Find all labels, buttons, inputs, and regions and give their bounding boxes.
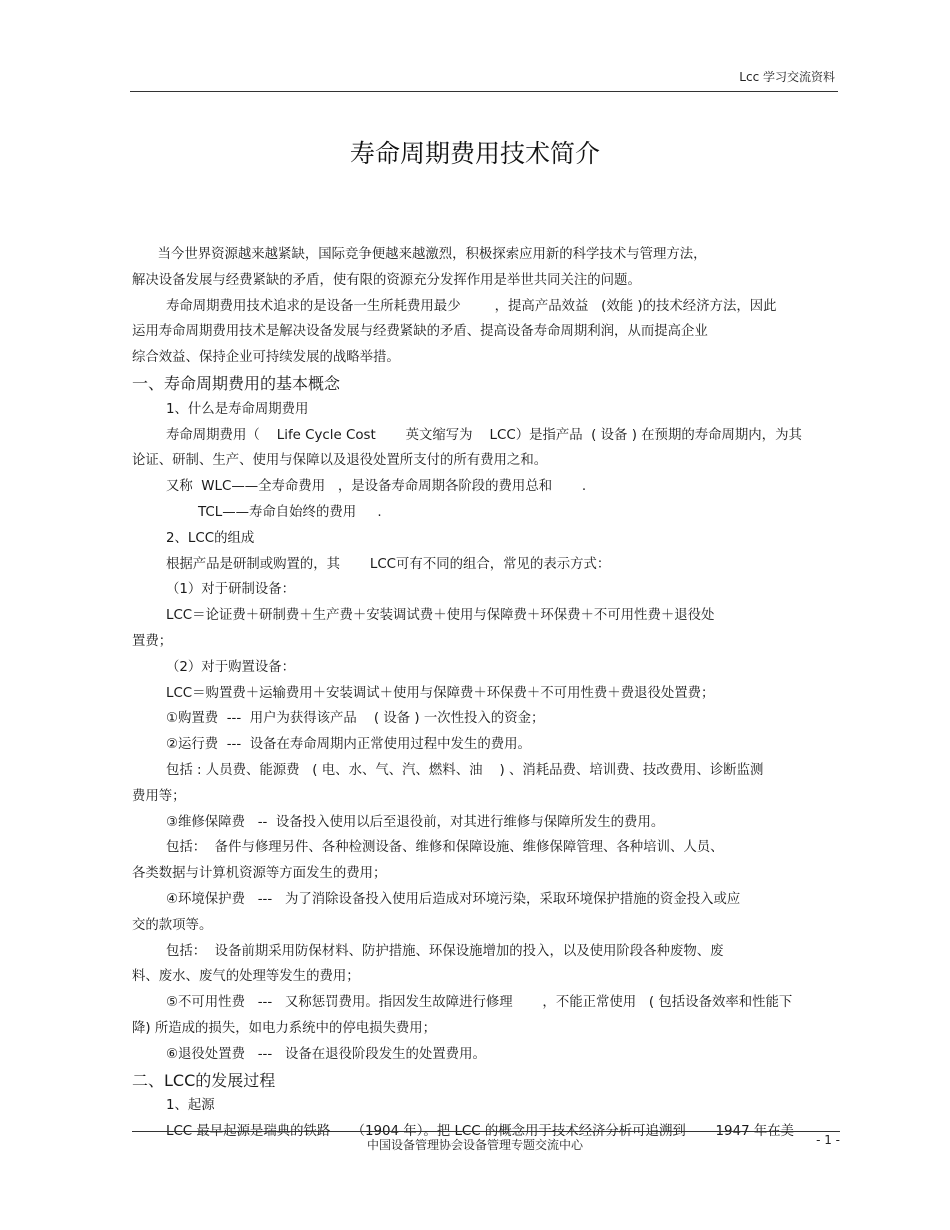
body-line: 交的款项等。	[132, 917, 213, 933]
body-line: TCL——寿命自始终的费用 .	[198, 504, 382, 520]
formula-line: LCC＝论证费＋研制费＋生产费＋安装调试费＋使用与保障费＋环保费＋不可用性费＋退役处	[166, 608, 715, 624]
body-line: 费用等；	[132, 788, 186, 804]
body-line: 置费；	[132, 633, 173, 649]
formula-line: LCC＝购置费＋运输费用＋安装调试＋使用与保障费＋环保费＋不可用性费＋费退役处置费；	[166, 685, 715, 701]
body-line: 寿命周期费用技术追求的是设备一生所耗费用最少 ，提高产品效益 (效能 )的技术经济方法，因此	[166, 298, 777, 314]
body-line: 包括： 设备前期采用防保材料、防护措施、环保设施增加的投入，以及使用阶段各种废物、废	[166, 943, 724, 959]
running-header: Lcc 学习交流资料	[739, 70, 835, 84]
body-line: 综合效益、保持企业可持续发展的战略举措。	[132, 350, 400, 366]
body-line: LCC 最早起源是瑞典的铁路 （1904 年）。把 LCC 的概念用于技术经济分析可追溯到 1947 年在美	[166, 1124, 795, 1140]
header-rule	[130, 91, 838, 92]
subsection-heading: 1、什么是寿命周期费用	[166, 401, 309, 417]
body-line: 包括： 备件与修理另件、各种检测设备、维修和保障设施、维修保障管理、各种培训、人员、	[166, 840, 724, 856]
body-line: 包括 : 人员费、能源费 ( 电、水、气、汽、燃料、油 ) 、消耗品费、培训费、技改费用、诊断监测	[166, 762, 764, 778]
body-line: 当今世界资源越来越紧缺，国际竞争便越来越激烈，积极探索应用新的科学技术与管理方法，	[132, 247, 707, 262]
section-heading: 二、LCC的发展过程	[132, 1070, 276, 1090]
body-line: 论证、研制、生产、使用与保障以及退役处置所支付的所有费用之和。	[132, 453, 548, 469]
running-footer: 中国设备管理协会设备管理专题交流中心	[366, 1138, 583, 1152]
list-item: ③维修保障费 -- 设备投入使用以后至退役前，对其进行维修与保障所发生的费用。	[166, 814, 665, 830]
body-line: 各类数据与计算机资源等方面发生的费用；	[132, 866, 387, 882]
body-line: 根据产品是研制或购置的，其 LCC可有不同的组合，常见的表示方式：	[166, 556, 611, 572]
list-item: ⑥退役处置费 --- 设备在退役阶段发生的处置费用。	[166, 1046, 486, 1062]
body-line: 解决设备发展与经费紧缺的矛盾，使有限的资源充分发挥作用是举世共同关注的问题。	[132, 272, 641, 288]
body-line: 料、废水、废气的处理等发生的费用；	[132, 969, 360, 985]
document-title: 寿命周期费用技术简介	[349, 139, 600, 168]
page-number: - 1 -	[816, 1133, 840, 1147]
body-line: （1）对于研制设备：	[166, 582, 296, 598]
list-item: ②运行费 --- 设备在寿命周期内正常使用过程中发生的费用。	[166, 737, 531, 753]
body-line: 降) 所造成的损失，如电力系统中的停电损失费用；	[132, 1020, 437, 1036]
body-line: 又称 WLC——全寿命费用 ，是设备寿命周期各阶段的费用总和 .	[166, 479, 587, 495]
section-heading: 一、寿命周期费用的基本概念	[132, 373, 341, 393]
list-item: ④环境保护费 --- 为了消除设备投入使用后造成对环境污染，采取环境保护措施的资金投入或应	[166, 891, 741, 907]
document-body	[132, 242, 838, 1145]
body-line: （2）对于购置设备：	[166, 659, 296, 675]
subsection-heading: 1、起源	[166, 1098, 215, 1114]
subsection-heading: 2、LCC的组成	[166, 530, 255, 546]
body-line: 寿命周期费用（ Life Cycle Cost 英文缩写为 LCC）是指产品 ( 设备 ) 在预期的寿命周期内，为其	[166, 427, 802, 443]
list-item: ①购置费 --- 用户为获得该产品 ( 设备 ) 一次性投入的资金；	[166, 711, 545, 727]
body-line: 运用寿命周期费用技术是解决设备发展与经费紧缺的矛盾、提高设备寿命周期利润，从而提高企业	[132, 324, 708, 340]
list-item: ⑤不可用性费 --- 又称惩罚费用。指因发生故障进行修理 ，不能正常使用 ( 包括设备效率和性能下	[166, 995, 793, 1011]
footer-rule	[132, 1131, 840, 1132]
